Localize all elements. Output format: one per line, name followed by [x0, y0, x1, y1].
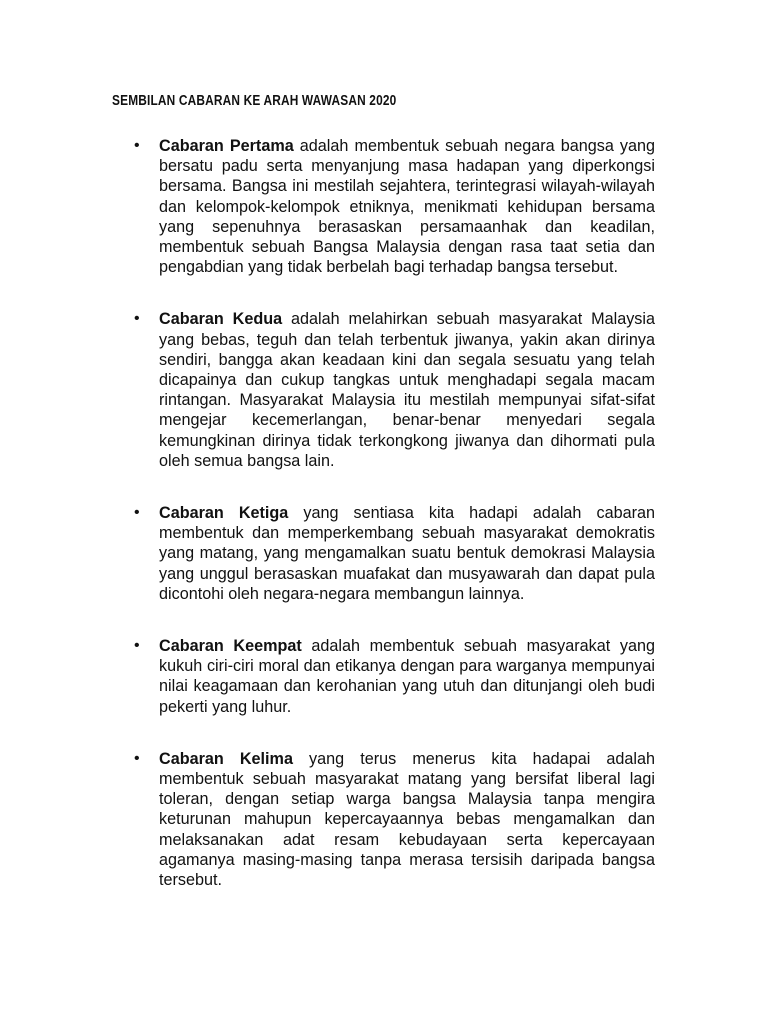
challenge-text: yang terus menerus kita hadapai adalah membentuk sebuah masyarakat matang yang bersifat liberal lagi toleran, dengan setiap warga bangsa Malaysia tanpa mengira keturunan mahupun kepercayaannya bebas mengamalkan dan melaksanakan adat resam kebudayaan serta kepercayaan agamanya masing-masing tanpa merasa tersisih daripada bangsa tersebut. [159, 749, 655, 890]
document-title: SEMBILAN CABARAN KE ARAH WAWASAN 2020 [112, 93, 397, 109]
challenge-item-3 [134, 503, 655, 604]
challenge-lead: Cabaran Pertama [159, 137, 294, 155]
challenge-item-2 [134, 309, 655, 471]
challenge-text: yang sentiasa kita hadapi adalah cabaran membentuk dan memperkembang sebuah masyarakat demokratis yang matang, yang mengamalkan suatu bentuk demokrasi Malaysia yang unggul berasaskan muafakat dan musyawarah dan dapat pula dicontohi oleh negara-negara membangun lainnya. [159, 504, 655, 603]
challenge-item-4 [134, 636, 655, 717]
bullet-icon: • [134, 310, 140, 328]
challenge-text: adalah membentuk sebuah negara bangsa yang bersatu padu serta menyanjung masa hadapan yang diperkongsi bersama. Bangsa ini mestilah sejahtera, terintegrasi wilayah-wilayah dan kelompok-kelompok etniknya, menikmati kehidupan bersama yang sepenuhnya berasaskan persamaanhak dan keadilan, membentuk sebuah Bangsa Malaysia dengan rasa taat setia dan pengabdian yang tidak berbelah bagi terhadap bangsa tersebut. [159, 137, 655, 277]
challenge-lead: Cabaran Keempat [159, 637, 302, 656]
challenge-lead: Cabaran Kelima [159, 749, 293, 768]
bullet-icon: • [134, 637, 140, 655]
bullet-icon: • [134, 504, 140, 522]
challenge-lead: Cabaran Ketiga [159, 504, 289, 523]
challenge-text: adalah membentuk sebuah masyarakat yang kukuh ciri-ciri moral dan etikanya dengan para warganya mempunyai nilai keagamaan dan kerohanian yang utuh dan ditunjangi oleh budi pekerti yang luhur. [159, 637, 655, 716]
challenge-item-5 [134, 749, 655, 890]
bullet-icon: • [134, 137, 140, 154]
bullet-icon: • [134, 749, 140, 767]
challenge-lead: Cabaran Kedua [159, 310, 283, 329]
challenge-list [134, 136, 655, 890]
challenge-text: adalah melahirkan sebuah masyarakat Malaysia yang bebas, teguh dan telah terbentuk jiwanya, yakin akan dirinya sendiri, bangga akan keadaan kini dan segala sesuatu yang telah dicapainya dan cukup tangkas untuk menghadapi segala macam rintangan. Masyarakat Malaysia itu mestilah mempunyai sifat-sifat mengejar kecemerlangan, benar-benar menyedari segala kemungkinan dirinya tidak terkongkong jiwanya dan dihormati pula oleh semua bangsa lain. [159, 310, 655, 470]
challenge-item-1 [134, 136, 655, 277]
